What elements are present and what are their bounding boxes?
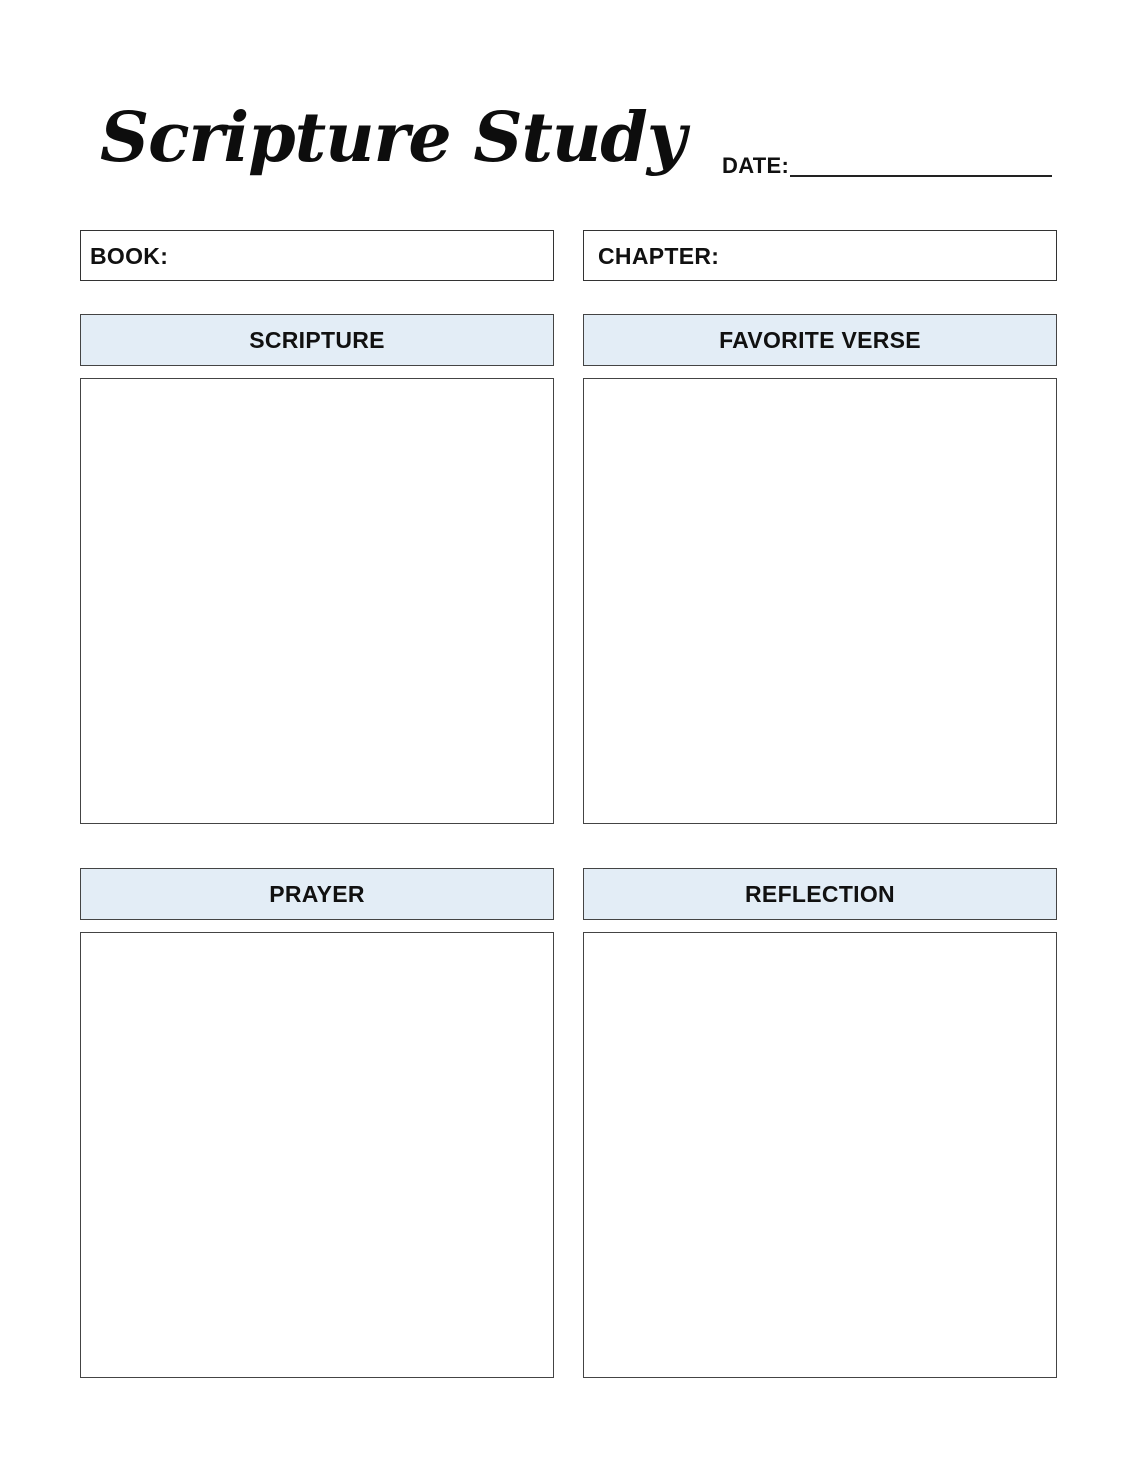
favorite-verse-box[interactable] [583, 378, 1057, 824]
chapter-field[interactable] [583, 230, 1057, 281]
book-field[interactable] [80, 230, 554, 281]
reflection-header-label: REFLECTION [745, 880, 895, 907]
scripture-box[interactable] [80, 378, 554, 824]
favorite-verse-header [583, 314, 1057, 366]
date-field[interactable] [722, 150, 1052, 180]
date-label: DATE: [722, 153, 790, 178]
scripture-textarea[interactable] [81, 379, 553, 823]
book-label: BOOK: [90, 243, 169, 269]
chapter-input[interactable] [729, 237, 1048, 274]
favorite-verse-textarea[interactable] [584, 379, 1056, 823]
scripture-header [80, 314, 554, 366]
prayer-header-label: PRAYER [269, 880, 365, 907]
scripture-header-label: SCRIPTURE [249, 326, 385, 353]
reflection-box[interactable] [583, 932, 1057, 1378]
favorite-verse-header-label: FAVORITE VERSE [719, 326, 921, 353]
reflection-header [583, 868, 1057, 920]
prayer-textarea[interactable] [81, 933, 553, 1377]
prayer-box[interactable] [80, 932, 554, 1378]
page-title: Scripture Study [100, 98, 686, 178]
reflection-textarea[interactable] [584, 933, 1056, 1377]
date-underline[interactable] [790, 175, 1052, 177]
book-input[interactable] [171, 237, 545, 274]
prayer-header [80, 868, 554, 920]
chapter-label: CHAPTER: [598, 243, 720, 269]
